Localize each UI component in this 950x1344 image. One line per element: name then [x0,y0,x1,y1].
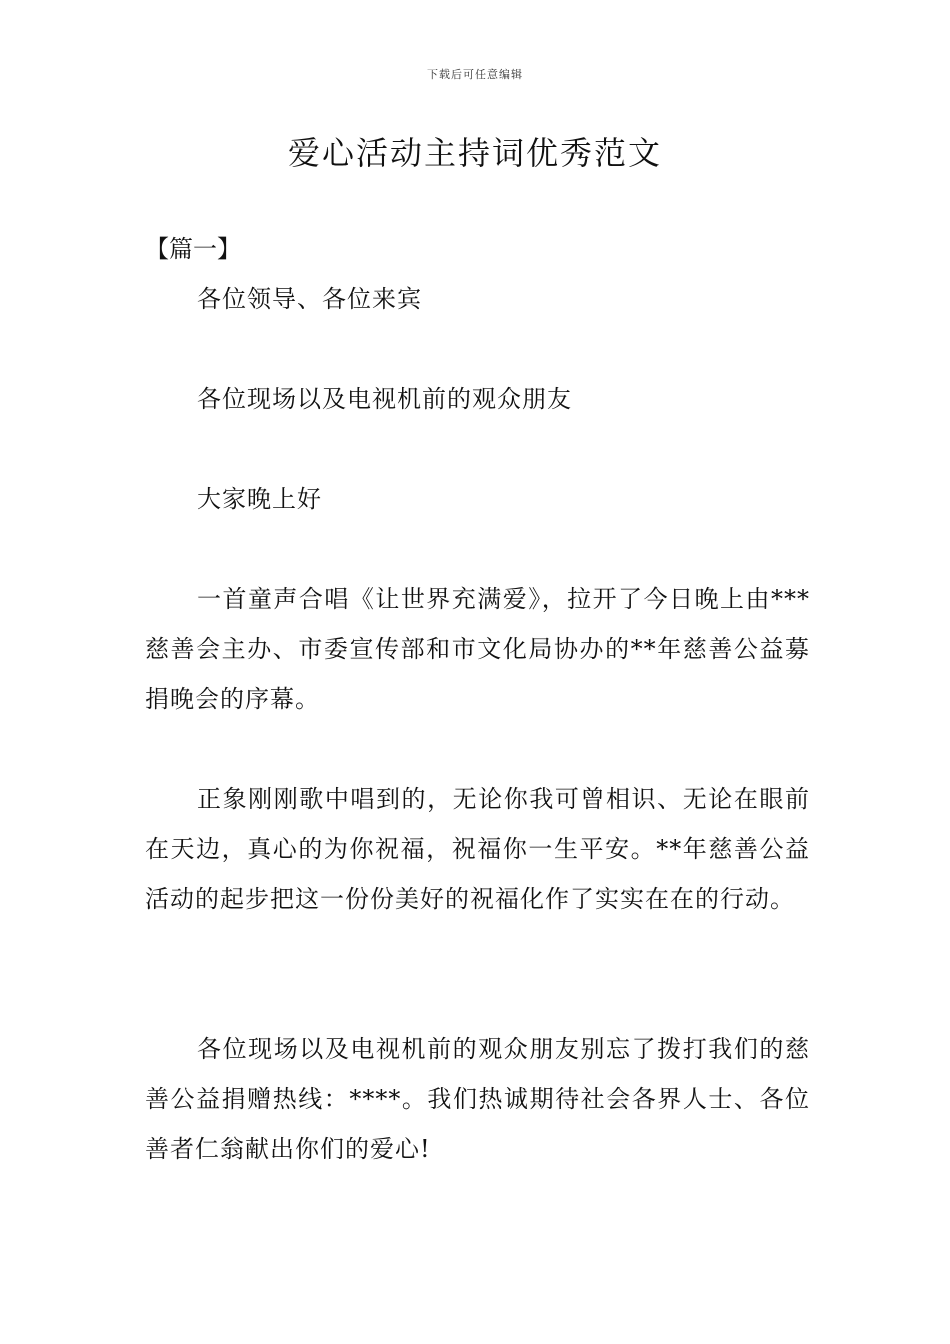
paragraph-blessing: 正象刚刚歌中唱到的，无论你我可曾相识、无论在眼前在天边，真心的为你祝福，祝福你一生平安。**年慈善公益活动的起步把这一份份美好的祝福化作了实实在在的行动。 [145,785,810,913]
paragraph-good-evening: 大家晚上好 [197,485,322,513]
paragraph-hotline: 各位现场以及电视机前的观众朋友别忘了拨打我们的慈善公益捐赠热线：****。我们热诚期待社会各界人士、各位善者仁翁献出你们的爱心! [145,1035,810,1163]
document-title: 爱心活动主持词优秀范文 [287,134,662,172]
paragraph-greeting-audience: 各位现场以及电视机前的观众朋友 [197,385,572,413]
paragraph-opening: 一首童声合唱《让世界充满爱》，拉开了今日晚上由***慈善会主办、市委宣传部和市文化局协办的**年慈善公益募捐晚会的序幕。 [145,585,810,713]
section-label: 【篇一】 [145,235,241,263]
header-note: 下载后可任意编辑 [427,68,523,81]
paragraph-greeting-leaders: 各位领导、各位来宾 [197,285,422,313]
